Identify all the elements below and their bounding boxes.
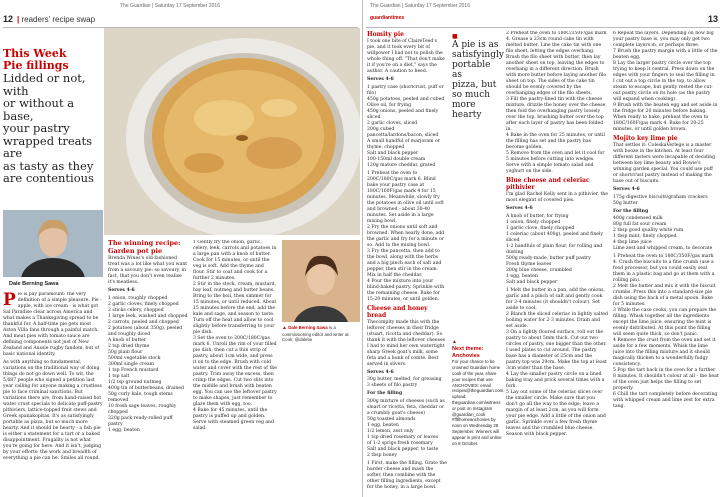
cheese-bread-filling [367,399,447,459]
ingredient-item: 1 pastry case (shortcrust, puff or filo) [367,84,444,96]
ingredient-item: 500ml vegetable stock [108,355,161,361]
quote-mark-icon: ■ [452,33,458,40]
next-theme-text: For your chance to be crowned Guardian home cook of the year, share your recipes that use ANCHOVIES: email recipes@theguardian.com, upload: theguardian.com/witness or post on Instagram @guardian_cook #fftlhomeanchovies by noon on Wednesday 28 September. Winners will appear in print and online on 8 October. [452,359,505,446]
cheese-bread-method [367,461,447,491]
pie-illustration [104,28,360,235]
method-step: 8 Lay the larger pastry circle over the top trying to keep it central. Press down on the edges with your fingers to seal the filling in. I cut out a top circle in the top, to allow steam to escape, but gently rested the cut-out pastry circle on its hole (as the pastry will expand when cooking). [613,61,716,102]
homity-title: Homity pie [367,31,404,38]
kicker-line-1: This Week [3,47,67,60]
intro-text [3,292,104,463]
ingredient-item: 80g full fat sour cream [613,222,667,227]
ingredient-item: Fresh thyme leaves [506,261,552,267]
homity-method [367,171,447,303]
left-section-text: readers' recipe swap [21,15,96,24]
ingredient-item: 1 tbsp mint, finely chopped [613,234,677,239]
pull-quote-3: portable as [452,60,491,80]
cheese-bread-ingredients [367,377,447,389]
ingredient-item: 200g blue cheese, crumbled [506,267,572,273]
winning-ingredients [108,296,188,434]
pull-quote-5: so much [452,90,491,100]
ingredient-item: 1 tsp dried rosemary or leaves [367,434,439,440]
next-theme-topic: Anchovies [452,352,480,359]
method-step: 1 Melt the butter in a pan, add the onions, garlic and a pinch of salt and gently cook for 3-4 minutes (it shouldn't colour). Set aside to cool. [506,287,605,311]
cheese-bread-title: Cheese and honey bread [367,304,428,319]
method-step: 3 Fill the pastry-lined tin with the cheese mixture, drizzle the honey over the cheese, then fold the overhanging pastry loosely over the top, brushing butter over the top after each layer of pastry has been folded in. [506,97,607,132]
ingredient-item: A knob of butter [108,337,147,343]
ingredient-item: 1 tsp French mustard [108,367,159,373]
left-page-number: 12 [3,14,14,24]
right-col4 [613,31,719,410]
ingredient-item: 2 potatoes (about 350g), peeled and roughly diced [108,325,183,337]
winning-recipe-col1 [108,240,188,434]
intro-paragraph-2: As with anything so fundamental, variations on the traditional way of doing things do not go down well. To wit, the 5,687 people who signed a petition last year calling for anyone making a crustless pie to face criminal sanctions. But variations there are, from hand-raised hot water crust specials to delicate puff-pastry pithiviers, lattice-topped fruit stews and Greek spanakopitas. It's as satisfyingly portable as pizza, but so much more hearty. And it should be hearty - a fish pie is either a statement for a tart or a baked disappointment. Frugality is not what you're going for here. And it isn't, judging by your efforts: the work and breadth of everything a pie can be. Smiles all round. [3,359,103,461]
ingredient-item: 1 egg, beaten [108,427,140,433]
method-step: 4 Pour the mixture into your blind-baked pastry. Sprinkle with the remaining cheese. Bake for 15-20 minutes, or until golden. [367,278,445,302]
headline-block [3,48,103,185]
ingredient-item: 1/2 lemon, zest only [367,428,414,434]
method-step: 1 Gently fry the onion, garlic, celery, leek, carrots and potatoes in a large pan with a knob of butter. Cook for 15 minutes, or until the veg is soft. Add the thyme and flour. Stir to coat and cook for a further 2 minutes. [193,240,277,281]
ingredient-item: Lime zest and whipped cream, to decorate [613,246,713,251]
ingredient-item: 4 tbsp lime juice [613,240,652,245]
right-col3 [506,31,608,438]
ingredient-item: 120g mature cheddar, grated [367,162,436,168]
method-step: 4 Lay the smaller pastry circle on a lined baking tray and prick several times with a fork. [506,371,605,389]
ingredient-item: 1-2 handfuls of plain flour, for rolling and dusting [506,243,603,255]
pull-quote-4: pizza, but [452,80,497,90]
headline-line-1: Lidded or not, with [3,71,86,98]
ingredient-item: 10 fresh sage leaves, roughly chopped [108,403,177,415]
ingredient-item: 300ml single cream [108,361,155,367]
pithivier-title: Blue cheese and celeriac pithivier [506,177,590,191]
ingredient-item: 400g tin of butterbeans, drained [108,385,184,391]
ingredient-item: 1 garlic clove, finely chopped [506,225,575,231]
winning-title-2: Garden pot pie [108,247,163,255]
dale-portrait [282,240,360,322]
intro-paragraph-1: ie is pay paramount: the very definition of a simple pleasure. Pie - apple, with ice cream - is what got Sal Paradise clear across America and what makes a Thanksgiving spread to be thankful for. A half-time pie gets most Aston Villa fans through a painful match. And meat pies with tomato sauce are defining components not just of New Zealand and Aussie rugby fandom, but of basic national identity. [3,292,102,357]
method-step: 5 Lay out some of the celeriac slices over the smaller circle. Make sure that you don't go all the way to the edge; leave a margin of at least 2cm, as you will form your pie edge. Add a little of the onion and garlic. Sprinkle over a few fresh thyme leaves and the crumbled blue cheese. Season with black pepper. [506,389,606,437]
ingredient-item: 1 egg, beaten [506,273,538,279]
ingredient-item: 450g potatoes, peeled and cubed [367,96,445,102]
pithivier-method-cont [613,31,719,133]
method-step: 4 Remove the crust from the oven and set it aside for a few moments. Whisk the lime juice into the filling mixture and it should magically thicken to a wonderfully fudgy consistency. [613,338,716,367]
method-step: 3 On a lightly floured surface, roll out the pastry to about 5mm thick. Cut out two circles of pastry, one bigger than the other. I used plates to cut around. The pastry base has a diameter of 25cm and the pastry top was 29cm. Make the top at least 3cm wider than the base. [506,329,607,371]
caption-text: is a commissioning editor and writer at Cook; @dalebe [282,325,349,343]
ingredient-item: 200g cubed pancetta/lardons/bacon, sliced [367,126,439,138]
pithivier-method [506,288,608,438]
right-col1 [367,31,447,491]
ingredient-item: Olive oil, for frying [367,102,412,108]
ingredient-item: 3 sheets of filo pastry [367,383,418,388]
ingredient-item: 50g butter [613,200,638,206]
page-gutter [362,0,363,497]
ingredient-item: 2 tbsp good quality white rum [613,228,684,233]
ingredient-item: A knob of butter, for frying [506,213,569,219]
ingredient-item: Salt and black pepper [367,150,419,156]
left-running-head: The Guardian | Saturday 17 September 2016 [120,3,220,9]
cheese-bread-method-cont [506,31,608,175]
ingredient-item: 320g pack ready-rolled puff pastry [108,415,173,427]
method-step: 1 First, make the filling. Grate the harder cheese and mash the softer, then combine with the other filling ingredients, except for the honey, in a large bowl. [367,460,447,490]
ingredient-item: Salt and black pepper, to taste [367,446,439,452]
ingredient-item: 1 large leek, washed and chopped [108,313,188,319]
ingredient-item: 450g onions, peeled and finely sliced [367,108,439,120]
ingredient-item: of 1-2 sprigs fresh rosemary [367,440,433,446]
method-step: 2 Fry the onions until soft and browned. When nearly done, add the garlic and fry for a minute or so. Add to the mixing bowl. [367,224,445,248]
cheese-bread-for-filling: For the filling [367,391,403,396]
left-section-label: | readers' recipe swap [17,15,96,24]
ingredient-item: 2 garlic cloves, finely chopped [108,301,179,307]
byline: Dale Berning Sawa [9,281,59,287]
kicker-line-2: Pie fillings [3,59,69,72]
key-lime-for-filling: For the filling [613,208,649,214]
key-lime-intro: That settles it: ColeskaVerlege is a master with booze in the kitchen. At least four different tasters were incapable of deciding between key lime beauty and Bowie's winning garden special. You could use puff or shortcrust pastry instead of making the base out of biscuits. [613,143,716,184]
winning-title-1: The winning recipe: [108,240,181,247]
ingredient-item: 1 onion, finely chopped [506,219,561,225]
method-step: 2 Stir in the stock, cream, mustard, bay leaf, nutmeg and butter beans. Bring to the boil, then simmer for 15 minutes, or until reduced. About 15 minutes before the end, add the kale and sage, and season to taste. Turn off the heat and allow to cool slightly before transferring to your pie dish. [193,282,277,335]
ingredient-item: 1 onion, roughly chopped [108,295,168,301]
right-running-head: The Guardian | Saturday 17 September 2016 [370,3,470,9]
method-step: 2 Preheat the oven to 180C/350F/gas mark 4. Grease a 23cm round cake tin with melted butter. Line the cake tin with one filo sheet, letting the edges overhang. Brush the filo sheet with butter, then lay another sheet on top, leaving the edges to overhang in a different direction. Brush with more butter before laying another filo sheet on top. The sides of the cake tin should be evenly covered by the overhanging edges of the filo sheets. [506,31,607,96]
method-step: 7 Brush the pastry margin with a little of the beaten egg. [613,49,718,60]
cheese-bread-intro: Thecomplty made this with the leftover cheeses in their fridge (stuart, ricotta and cheddar). So thank it with the leftover cheeses I had to mind her own watertight sharp Greek goat's milk, some feta and a hunk of comté. Best served in slivers. [367,319,446,367]
ingredient-item: 30g butter, melted, for greasing [367,377,442,382]
homity-intro: I took one bite of ClaireTeed's pie, and it took every bit of willpower I had not to polish the whole thing off. "That don't make it if you're on a diet," says the author. A caution to heed. [367,39,445,74]
next-theme-label: Next theme: [452,345,484,352]
right-page-number: 13 [708,14,719,24]
pithivier-intro: I'm glad Rachel Kelly sent in a pithivier, the most elegant of covered pies. [506,192,608,203]
ingredient-item: 50g curly kale, tough stems removed [108,391,173,403]
method-step: 3 Fry the pancetta, then add to the bowl, along with the herbs and a big pinch each of salt and pepper, then stir in the cream. Mix in half the cheddar. [367,248,442,278]
method-step: 3 Set the oven to 200C/180C/gas mark 6. Unroll the rim of your filled pie dish, then cut a thin strip of pastry, about 1cm wide, and press it on to the edge. Brush with cold water and cover with the rest of the pastry. Trim away the excess, then crimp the edges. Cut two slits into the middle and brush with beaten egg. You can use the leftover pastry to make shapes, just remember to glaze them with egg, too. [193,336,277,407]
winning-intro: Brenda Wines's old-fashioned treat was a lot like what you want from a savoury pie: so savoury, in fact, that you don't even realise it's meatless. [108,256,188,285]
key-lime-ingredients [613,195,719,207]
winning-serves: Serves 4-6 [108,288,135,293]
right-top-rule [366,27,720,28]
ingredient-item: 50g plain flour [108,349,143,355]
method-step: 6 Repeat the layers. Depending on how big your pastry base is, you may only get two complete layers in, or perhaps three. [613,31,714,48]
method-step: 5 Pop the tart back in the oven for a further 8 minutes. It shouldn't colour at all - the heat of the oven just helps the filling to set properly. [613,368,719,391]
ingredient-item: 2 carrots, peeled and chopped [108,319,179,325]
ingredient-item: 175g digestive biscuits/graham crackers [613,194,708,200]
ingredient-item: 500g ready-made, butter puff pastry [506,255,591,261]
ingredient-item: 2 garlic cloves, sliced [367,120,418,126]
pull-quote [452,33,502,120]
key-lime-serves: Serves 4-6 [613,187,640,192]
ingredient-item: 1/2 tsp ground nutmeg [108,379,162,385]
ingredient-item: 2 tsp dried thyme [108,343,150,349]
dale-photo [282,240,360,322]
method-step: 1 Preheat the oven to 200C/180C/gas mark 6. Blind bake your pastry case at 180C/160F/gas mark 4 for 15 minutes. Meanwhile, slowly fry the potatoes in olive oil until soft and browned - about 30-40 minutes. Set aside in a large mixing bowl. [367,170,444,224]
dropcap: P [3,292,16,310]
headline-line-6: are contentious [3,171,94,185]
ingredient-item: 2 sticks celery, chopped [108,307,164,313]
ingredient-item: 400g condensed milk [613,216,663,221]
ingredient-item: 100-150ml double cream [367,156,426,162]
ingredient-item: 2 tbsp honey [367,452,397,458]
homity-serves: Serves 4-6 [367,77,394,82]
caption-name: Dale Berning Sawa [288,325,328,330]
ingredient-item: A small handful of marjoram or thyme, chopped [367,138,440,150]
ingredient-item: 1 tsp salt [108,373,130,379]
ingredient-item: 300g mixture of cheeses (such as smart or ricotta, feta, cheddar or a crumbly goat's cheese) [367,398,445,416]
ingredient-item: 1 egg, beaten [367,422,399,428]
winning-method [193,240,277,432]
headline-line-3: your pastry [3,121,70,135]
method-step: 5 Remove from the oven and let it cool for 5 minutes before cutting into wedges. Serve with a simple tomato salad and yoghurt on the side. [506,151,605,174]
author-portrait [3,210,103,277]
ingredient-item: Salt and black pepper [506,279,558,285]
right-section-label: guardiantimes [370,15,405,21]
pithivier-ingredients [506,214,608,286]
next-theme-arrow-icon: ▲ [452,339,457,345]
pull-quote-6: more hearty [452,100,482,120]
pull-quote-1: A pie is as [452,40,499,50]
photo-caption: ▲ Dale Berning Sawa is a commissioning editor and writer at Cook; @dalebe [282,325,349,343]
method-step: 3 While the case cooks, you can prepare the filling. Whisk together all the ingredients except the lime juice, ensuring the mint is evenly distributed. At this point the filling will seem quite thick, so don't panic. [613,308,717,337]
cheese-bread-serves: Serves 4-6 [367,369,394,375]
next-theme-box [452,339,505,446]
headline-line-4: wrapped treats are [3,133,93,160]
homity-ingredients [367,85,447,169]
method-step: 2 Blanch the sliced celeriac in lightly salted boiling water for 2-3 minutes. Drain and set aside. [506,311,608,329]
pithivier-serves: Serves 4-6 [506,206,533,211]
author-photo [3,210,103,277]
method-step: 4 Bake in the oven for 25 minutes, or until the filling has set and the pastry has become golden. [506,133,605,150]
pull-quote-2: satisfyingly [452,50,504,60]
headline-line-2: or without a base, [3,96,75,123]
winning-recipe-col2 [193,240,277,432]
key-lime-method [613,254,719,410]
method-step: 6 Chill the tart completely before decorating with whipped cream and lime zest for extra tang. [613,392,718,409]
ingredient-item: 50g toasted almonds [367,416,416,422]
key-lime-title: Mojito key lime pie [613,135,678,142]
method-step: 2 Melt the butter and mix it with the biscuit crumbs. Press this into a standard-size pie dish using the back of a metal spoon. Bake for 5 minutes. [613,284,716,307]
method-step: 9 Brush with the beaten egg and set aside in the fridge for 20 minutes before baking. When ready to bake, preheat the oven to 180C/160F/gas mark 4. Bake for 20-25 minutes, or until golden brown. [613,103,718,132]
method-step: 4 Bake for 45 minutes, until the pastry is puffed up and golden. Serve with steamed green veg and salad. [193,408,274,431]
method-step: 1 Preheat the oven to 180C/350F/gas mark 4. Crush the biscuits to a fine crumb (use a food processor, but you could easily seal them in a plastic bag and go at them with a rolling pin). [613,254,715,283]
ingredient-item: 1 celeriac (about 400g), peeled and finely sliced [506,231,604,243]
key-lime-filling [613,216,719,252]
pie-photo [104,28,360,235]
headline-line-5: as tasty as they [3,158,94,173]
